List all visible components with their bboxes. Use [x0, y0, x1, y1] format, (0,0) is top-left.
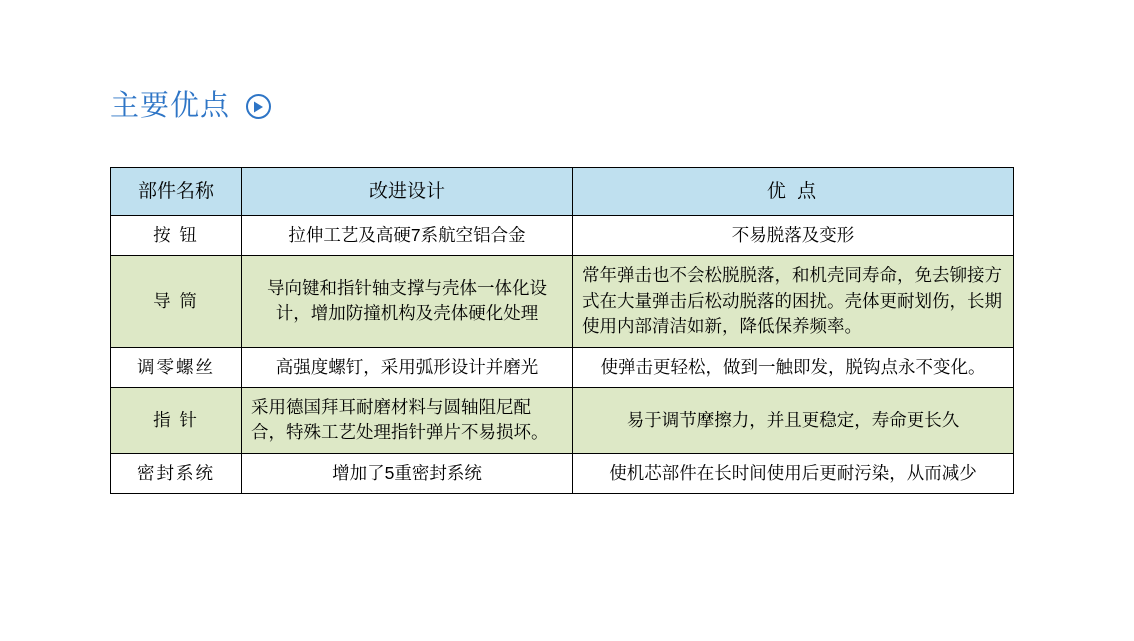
cell-design: 导向键和指针轴支撑与壳体一体化设计，增加防撞机构及壳体硬化处理	[242, 256, 573, 347]
column-header-design: 改进设计	[242, 168, 573, 216]
column-header-benefit: 优 点	[573, 168, 1014, 216]
cell-benefit: 使机芯部件在长时间使用后更耐污染，从而减少	[573, 453, 1014, 493]
cell-part-name: 导 筒	[111, 256, 242, 347]
cell-design: 增加了5重密封系统	[242, 453, 573, 493]
advantages-table	[110, 167, 1014, 494]
table-row	[111, 216, 1014, 256]
page-title: 主要优点	[110, 90, 231, 122]
cell-part-name: 指 针	[111, 387, 242, 453]
table-row	[111, 387, 1014, 453]
cell-part-name: 按 钮	[111, 216, 242, 256]
column-header-part-name: 部件名称	[111, 168, 242, 216]
cell-part-name: 密封系统	[111, 453, 242, 493]
table-row	[111, 453, 1014, 493]
cell-design: 采用德国拜耳耐磨材料与圆轴阻尼配合，特殊工艺处理指针弹片不易损坏。	[242, 387, 573, 453]
table-row	[111, 256, 1014, 347]
table-header-row	[111, 168, 1014, 216]
cell-benefit: 不易脱落及变形	[573, 216, 1014, 256]
play-icon[interactable]	[246, 94, 271, 119]
cell-part-name: 调零螺丝	[111, 347, 242, 387]
slide-title-row	[110, 92, 271, 121]
cell-benefit: 常年弹击也不会松脱脱落，和机壳同寿命，免去铆接方式在大量弹击后松动脱落的困扰。壳体更耐划伤，长期使用内部清洁如新，降低保养频率。	[573, 256, 1014, 347]
cell-benefit: 易于调节摩擦力，并且更稳定，寿命更长久	[573, 387, 1014, 453]
table-row	[111, 347, 1014, 387]
cell-design: 拉伸工艺及高硬7系航空铝合金	[242, 216, 573, 256]
cell-design: 高强度螺钉，采用弧形设计并磨光	[242, 347, 573, 387]
cell-benefit: 使弹击更轻松，做到一触即发，脱钩点永不变化。	[573, 347, 1014, 387]
